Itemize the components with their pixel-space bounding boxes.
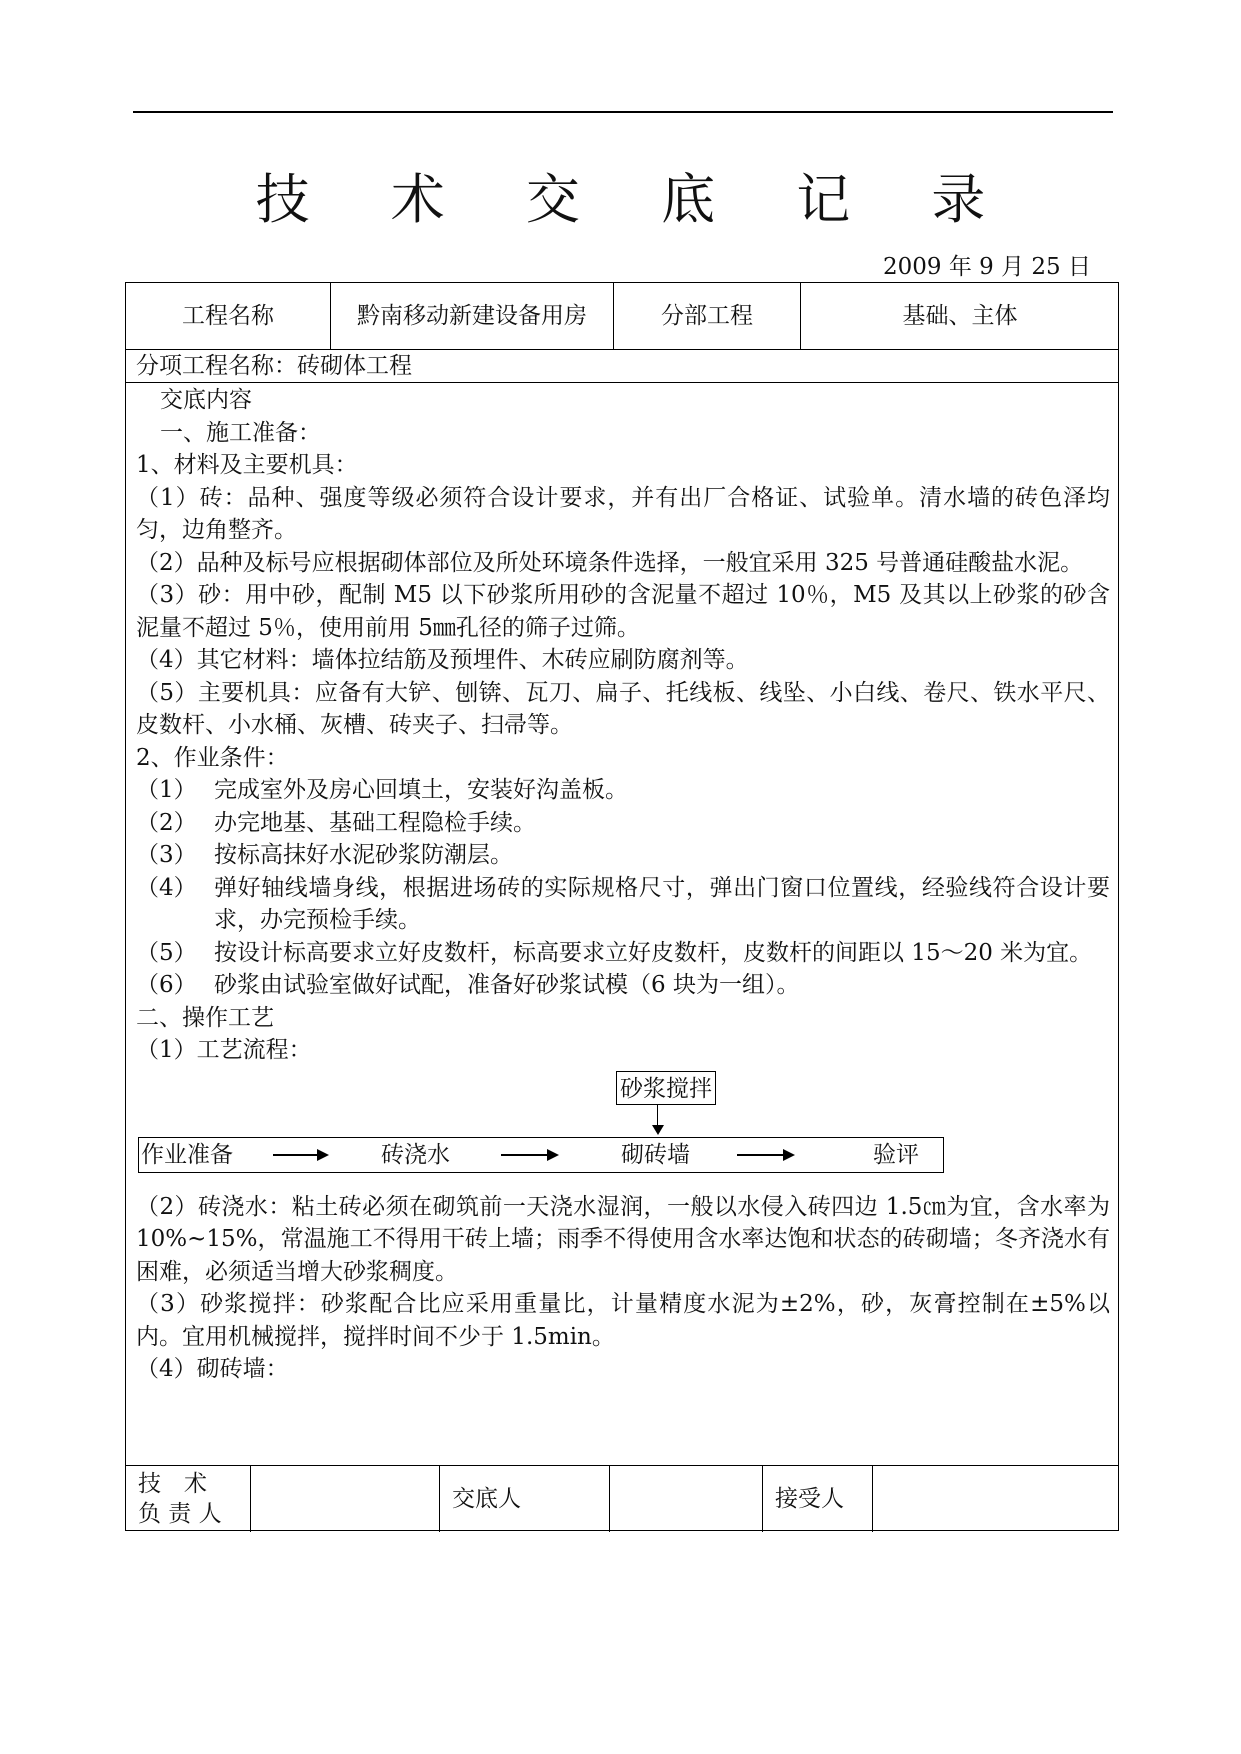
flow-step-evaluation: 验评 [873,1141,919,1168]
material-item-2: （2）品种及标号应根据砌体部位及所处环境条件选择，一般宜采用 325 号普通硅酸盐水泥。 [136,549,1084,576]
receiver-label: 接受人 [763,1466,873,1532]
condition-item: （1） 完成室外及房心回填土，安装好沟盖板。 [136,777,628,803]
division-label: 分部工程 [614,283,801,349]
flow-step-watering: 砖浇水 [381,1141,450,1168]
discloser-label: 交底人 [440,1466,610,1532]
condition-item: （5） 按设计标高要求立好皮数杆，标高要求立好皮数杆，皮数杆的间距以 15～20 米为宜。 [136,939,1093,966]
process-flow-diagram [136,1067,1110,1191]
down-arrow-line [657,1105,658,1127]
signature-row [126,1465,1118,1532]
project-name-label: 工程名称 [126,283,331,349]
flow-step-mortar-mixing: 砂浆搅拌 [616,1071,716,1105]
flow-step-bricklaying: 砌砖墙 [621,1141,690,1168]
content-heading: 交底内容 [160,387,252,413]
project-name-value: 黔南移动新建设备用房 [331,283,614,349]
material-item-4: （4）其它材料：墙体拉结筋及预埋件、木砖应刷防腐剂等。 [136,647,749,673]
tech-lead-signature [251,1466,440,1532]
subitem-row: 分项工程名称：砖砌体工程 [126,349,1118,383]
subsection-conditions: 2、作业条件： [136,744,289,771]
top-rule [133,111,1113,113]
right-arrow-icon [501,1154,557,1156]
condition-item: （2） 办完地基、基础工程隐检手续。 [136,809,536,836]
material-item-5: （5）主要机具：应备有大铲、刨锛、瓦刀、扁子、托线板、线坠、小白线、卷尺、铁水平尺、皮数杆、小水桶、灰槽、砖夹子、扫帚等。 [136,679,1110,738]
flow-title: （1）工艺流程： [136,1037,312,1063]
right-arrow-icon [273,1154,327,1156]
disclosure-content [126,384,1118,1386]
section-heading-1: 一、施工准备： [160,419,321,446]
header-row [126,283,1118,350]
flow-main-box [138,1137,944,1173]
condition-item: （6） 砂浆由试验室做好试配，准备好砂浆试模（6 块为一组）。 [136,972,800,998]
right-arrow-icon [737,1154,793,1156]
down-arrow-head [652,1125,664,1135]
bricklaying-heading: （4）砌砖墙： [136,1356,289,1382]
section-heading-2: 二、操作工艺 [136,1004,274,1031]
material-item-3: （3）砂：用中砂，配制 M5 以下砂浆所用砂的含泥量不超过 10％，M5 及其以上砂浆的砂含泥量不超过 5％，使用前用 5㎜孔径的筛子过筛。 [136,582,1110,641]
flow-step-preparation: 作业准备 [141,1141,233,1168]
brick-watering-paragraph: （2）砖浇水：粘土砖必须在砌筑前一天浇水湿润，一般以水侵入砖四边 1.5㎝为宜，含水率为 10%~15%，常温施工不得用干砖上墙；雨季不得使用含水率达饱和状态的砖砌墙；冬齐浇水有困难，必须适当增大砂浆稠度。 [136,1193,1110,1285]
receiver-signature [873,1466,1119,1532]
condition-item: （4） 弹好轴线墙身线，根据进场砖的实际规格尺寸，弹出门窗口位置线，经验线符合设计要求，办完预检手续。 [136,874,1110,933]
document-date: 2009 年 9 月 25 日 [883,254,1091,280]
document-title: 技 术 交 底 记 录 [255,168,1018,231]
subsection-materials: 1、材料及主要机具： [136,452,358,478]
tech-lead-label: 技 术 负 责 人 [126,1466,251,1532]
record-table [125,282,1119,1531]
mortar-mixing-paragraph: （3）砂浆搅拌：砂浆配合比应采用重量比，计量精度水泥为±2%，砂，灰膏控制在±5%以内。宜用机械搅拌，搅拌时间不少于 1.5min。 [136,1291,1110,1350]
discloser-signature [610,1466,763,1532]
material-item-1: （1）砖：品种、强度等级必须符合设计要求，并有出厂合格证、试验单。清水墙的砖色泽均匀，边角整齐。 [136,484,1110,543]
condition-item: （3） 按标高抹好水泥砂浆防潮层。 [136,842,513,868]
division-value: 基础、主体 [902,303,1018,329]
